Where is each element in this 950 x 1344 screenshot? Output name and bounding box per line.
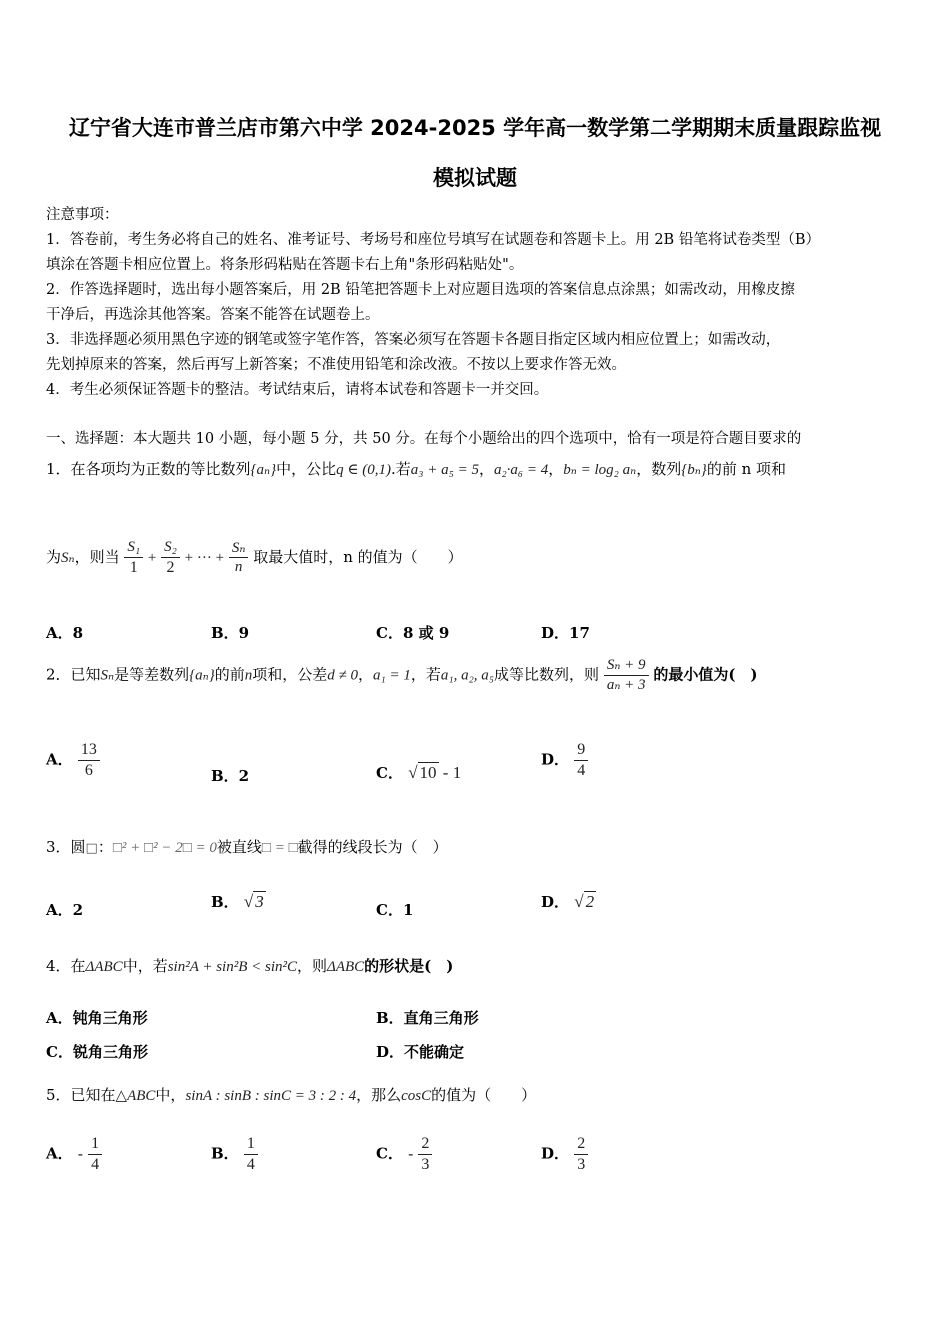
q2-text: 项和，公差 bbox=[252, 665, 328, 684]
minus-sign: - bbox=[408, 1146, 414, 1163]
option-label: A． bbox=[46, 750, 73, 769]
q1-text: 中，公比 bbox=[276, 460, 337, 478]
numerator: 2 bbox=[418, 1134, 432, 1155]
q1-math: q ∈ (0,1) bbox=[336, 462, 391, 478]
q1-text: 的前 n 项和 bbox=[706, 460, 787, 478]
q2-text: 的前 bbox=[214, 665, 245, 684]
q3-math: □² + □² − 2□ = 0 bbox=[112, 840, 217, 856]
q2-text: 的最小值为( ) bbox=[653, 665, 758, 684]
page-title: 辽宁省大连市普兰店市第六中学 2024-2025 学年高一数学第二学期期末质量跟踪监视 bbox=[68, 116, 882, 140]
notes-line: 先划掉原来的答案，然后再写上新答案；不准使用铅笔和涂改液。不按以上要求作答无效。 bbox=[46, 357, 626, 373]
q1-math: Sₙ bbox=[61, 549, 75, 566]
numerator: 9 bbox=[574, 740, 588, 761]
q5-text: 的值为（ ） bbox=[431, 1086, 537, 1104]
option-label: C． bbox=[376, 1144, 403, 1163]
radicand: 3 bbox=[255, 892, 264, 911]
radicand: 10 bbox=[419, 763, 437, 782]
fraction bbox=[418, 1134, 432, 1175]
q5-math: △ABC bbox=[115, 1088, 156, 1104]
q1-option-d[interactable]: D．17 bbox=[541, 624, 590, 642]
section-heading: 一、选择题：本大题共 10 小题，每小题 5 分，共 50 分。在每个小题给出的四个选项中，恰有一项是符合题目要求的 bbox=[46, 431, 802, 447]
q2-option-b[interactable]: B．2 bbox=[211, 767, 250, 785]
q2-math: a₁ = 1 bbox=[373, 667, 411, 684]
question-2: 2．已知Sₙ是等差数列{aₙ}的前n项和，公差d ≠ 0，a₁ = 1，若a₁, a₂, a₅成等比数列，则 $\frac{\text{Sₙ + 9}}{\text{aₙ + 3}}$ 的最小值为( ) bbox=[46, 657, 758, 693]
denominator: 3 bbox=[577, 1156, 586, 1173]
q3-text: 3．圆 bbox=[46, 838, 86, 856]
q5-option-d[interactable] bbox=[541, 1134, 588, 1175]
q1-math: {aₙ} bbox=[250, 462, 277, 478]
denominator: 4 bbox=[246, 1156, 255, 1173]
option-label: D． bbox=[541, 750, 570, 769]
q3-text: 被直线 bbox=[216, 838, 262, 856]
q4-text: 的形状是( ) bbox=[364, 957, 454, 975]
notes-line: 填涂在答题卡相应位置上。将条形码粘贴在答题卡右上角"条形码粘贴处"。 bbox=[46, 257, 524, 273]
q1-option-b[interactable]: B．9 bbox=[211, 624, 250, 642]
numerator: 1 bbox=[244, 1134, 258, 1155]
q5-text: ，那么 bbox=[356, 1086, 402, 1104]
q4-option-a[interactable]: A．钝角三角形 bbox=[46, 1009, 148, 1027]
q4-math: sin²A + sin²B < sin²C bbox=[167, 959, 298, 975]
q1-math: {bₙ} bbox=[681, 462, 707, 478]
q1-text: 为 bbox=[46, 547, 62, 566]
q2-math: d ≠ 0 bbox=[327, 667, 358, 684]
q1-option-c[interactable]: C．8 或 9 bbox=[376, 624, 450, 642]
q2-text: ，若 bbox=[410, 665, 441, 684]
q2-text: 2．已知 bbox=[46, 665, 101, 684]
numerator: 13 bbox=[78, 740, 100, 761]
q4-text: ，则 bbox=[297, 957, 328, 975]
q1-math: + ··· + bbox=[184, 549, 225, 566]
q5-math: sinA : sinB : sinC = 3 : 2 : 4 bbox=[185, 1088, 357, 1104]
minus-sign: - bbox=[77, 1146, 83, 1163]
q1-math: a₂·a₆ = 4 bbox=[493, 462, 549, 478]
option-label: C． bbox=[376, 764, 403, 782]
option-label: D． bbox=[541, 893, 570, 911]
q1-math: bₙ = log₂ aₙ bbox=[563, 462, 637, 478]
question-4 bbox=[46, 955, 453, 976]
q4-text: 中，若 bbox=[122, 957, 168, 975]
q1-text: ，则当 bbox=[74, 547, 120, 566]
option-label: D． bbox=[541, 1144, 570, 1163]
sqrt-expression: √ 10 - 1 bbox=[408, 763, 462, 782]
q2-text: 成等比数列，则 bbox=[494, 665, 600, 684]
q3-text: ： bbox=[97, 838, 113, 856]
denominator: 6 bbox=[84, 762, 93, 779]
notes-heading: 注意事项： bbox=[46, 207, 119, 223]
denominator: 4 bbox=[577, 762, 586, 779]
denominator: n bbox=[234, 559, 243, 576]
q5-option-c[interactable] bbox=[376, 1134, 432, 1175]
q2-option-a[interactable] bbox=[46, 740, 100, 781]
fraction bbox=[604, 656, 649, 695]
q2-option-d[interactable] bbox=[541, 740, 588, 781]
sqrt-expression: √ 3 bbox=[243, 892, 264, 911]
question-1: 1．在各项均为正数的等比数列{aₙ}中，公比q ∈ (0,1).若a₃ + a₅ = 5，a₂·a₆ = 4，bₙ = log₂ aₙ，数列{bₙ}的前 n 项和 bbox=[46, 460, 787, 478]
option-label: B． bbox=[211, 893, 239, 911]
q4-option-d[interactable]: D．不能确定 bbox=[376, 1043, 465, 1061]
q3-text: 截得的线段长为（ ） bbox=[297, 838, 448, 856]
fraction bbox=[78, 740, 100, 781]
q1-math: a₃ + a₅ = 5 bbox=[410, 462, 479, 478]
q5-option-a[interactable] bbox=[46, 1134, 102, 1175]
option-label: A． bbox=[46, 1144, 73, 1163]
fraction bbox=[161, 538, 180, 578]
numerator: 1 bbox=[88, 1134, 102, 1155]
denominator: 3 bbox=[421, 1156, 430, 1173]
q4-option-c[interactable]: C．锐角三角形 bbox=[46, 1043, 148, 1061]
numerator: S₂ bbox=[161, 538, 180, 558]
numerator: Sₙ bbox=[229, 539, 249, 559]
q2-option-c[interactable] bbox=[376, 762, 461, 783]
q1-text: .若 bbox=[390, 460, 411, 478]
denominator: aₙ + 3 bbox=[606, 676, 646, 693]
q2-text: 是等差数列 bbox=[114, 665, 190, 684]
q4-math: ΔABC bbox=[85, 959, 123, 975]
q3-option-a[interactable]: A．2 bbox=[46, 901, 84, 919]
fraction bbox=[574, 740, 588, 781]
notes-line: 2．作答选择题时，选出每小题答案后，用 2B 铅笔把答题卡上对应题目选项的答案信息点涂黑；如需改动，用橡皮擦 bbox=[46, 282, 795, 298]
q3-math: □ = □ bbox=[261, 840, 298, 856]
notes-line: 1．答卷前，考生务必将自己的姓名、准考证号、考场号和座位号填写在试题卷和答题卡上。用 2B 铅笔将试卷类型（B） bbox=[46, 232, 820, 248]
fraction bbox=[229, 539, 249, 578]
q4-text: 4．在 bbox=[46, 957, 86, 975]
fraction bbox=[88, 1134, 102, 1175]
notes-line: 3．非选择题必须用黑色字迹的钢笔或签字笔作答，答案必须写在答题卡各题目指定区域内相应位置上；如需改动， bbox=[46, 332, 781, 348]
option-label: B． bbox=[211, 1144, 239, 1163]
question-3 bbox=[46, 836, 448, 857]
fraction bbox=[124, 538, 143, 578]
numerator: Sₙ + 9 bbox=[604, 656, 649, 676]
q5-math: cosC bbox=[401, 1088, 432, 1104]
q1-text: 1．在各项均为正数的等比数列 bbox=[46, 460, 251, 478]
q5-text: 中， bbox=[155, 1086, 186, 1104]
q1-option-a[interactable]: A．8 bbox=[46, 624, 84, 642]
denominator: 4 bbox=[91, 1156, 100, 1173]
q4-option-b[interactable]: B．直角三角形 bbox=[376, 1009, 479, 1027]
question-1-cont: 为Sₙ，则当 $\frac{\text{S₁}}{1}$ + $\frac{\text{S₂}}{2}$ + ··· + $\frac{\text{Sₙ}}{n}$ 取最大值时，n 的值为（ ） bbox=[46, 539, 463, 576]
notes-line: 干净后，再选涂其他答案。答案不能答在试题卷上。 bbox=[46, 307, 380, 323]
fraction bbox=[574, 1134, 588, 1175]
numerator: S₁ bbox=[124, 538, 143, 558]
question-5 bbox=[46, 1084, 536, 1105]
radicand: 2 bbox=[585, 892, 595, 911]
q5-option-b[interactable] bbox=[211, 1134, 258, 1175]
notes-line: 4．考生必须保证答题卡的整洁。考试结束后，请将本试卷和答题卡一并交回。 bbox=[46, 382, 549, 398]
numerator: 2 bbox=[574, 1134, 588, 1155]
q1-text: 取最大值时，n 的值为（ ） bbox=[253, 547, 463, 566]
q3-option-c[interactable]: C．1 bbox=[376, 901, 414, 919]
q4-math: ΔABC bbox=[327, 959, 365, 975]
q1-text: ，数列 bbox=[636, 460, 682, 478]
q2-math: n bbox=[244, 667, 253, 684]
q3-option-b[interactable] bbox=[211, 891, 266, 912]
q2-math: {aₙ} bbox=[189, 667, 215, 684]
math-tail: - 1 bbox=[438, 763, 462, 782]
q3-option-d[interactable] bbox=[541, 891, 596, 912]
fraction bbox=[244, 1134, 258, 1175]
denominator: 1 bbox=[129, 558, 138, 576]
denominator: 2 bbox=[166, 558, 175, 576]
q2-math: Sₙ bbox=[100, 667, 115, 684]
q2-math: a₁, a₂, a₅ bbox=[440, 667, 495, 684]
page-title-line2: 模拟试题 bbox=[433, 166, 517, 190]
sqrt-expression: √ 2 bbox=[574, 892, 595, 911]
q3-placeholder: □ bbox=[85, 841, 98, 856]
q5-text: 5．已知在 bbox=[46, 1086, 116, 1104]
